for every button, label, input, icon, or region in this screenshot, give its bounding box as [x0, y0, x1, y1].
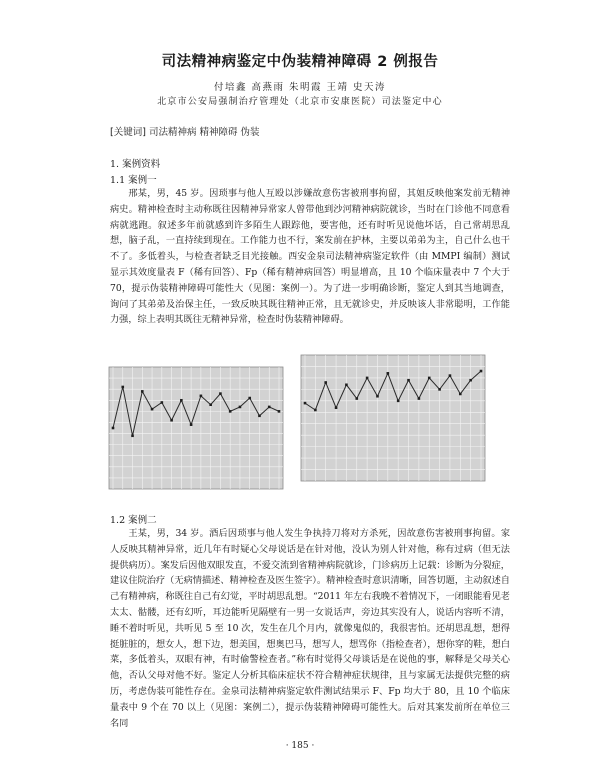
data-point-F	[314, 409, 317, 412]
data-point-A	[449, 374, 452, 377]
data-point-L	[112, 427, 115, 430]
case2-paragraph: 王某，男，34 岁。酒后因琐事与他人发生争执持刀将对方杀死，因故意伤害被刑事拘留。家人反映其精神异常，近几年有时疑心父母说话是在针对他，没认为别人针对他，称有过病（但无法提供病历）。案发后因他双眼发直，不爱交流到省精神病院就诊，门诊病历上记载：诊断为分裂症，建议住院治疗（无病情描述、精神检查及医生签字）。精神检查时意识清晰，回答切题，主动叙述自己有精神病，称既往自己有幻觉，平时胡思乱想。“2011 年左右我晚不着情况下，一闭眼能看见老太太、骷髅，还有幻听，耳边能听见隔壁有一男一女说话声，旁边其实没有人，说话内容听不清，睡不着时听见，共听见 5 至 10 次，发生在几个月内，就像鬼似的，我很害怕。还胡思乱想，想得挺脏脏的，想女人，想下边，想美国，想奥巴马，想写人，想骂你（指检查者），想你穿的鞋，想白菜，多低着头，双眼有神，有时偷警检查者。”称有时觉得父母谈话是在说他的事，解释是父母关心他，否认父母对他不好。鉴定人分析其临床症状不符合精神症状规律，且与家属无法提供完整的病历，考虑伪装可能性存在。金泉司法精神病鉴定软件测试结果示 F、Fp 均大于 80，且 10 个临床量表中 9 个在 70 以上（见图：案例二），提示伪装精神障碍可能性大。后对其案发前所在单位三名同	[110, 528, 510, 729]
keywords-text: 司法精神病 精神障碍 伪装	[148, 127, 260, 138]
data-point-Fp	[141, 390, 144, 393]
data-point-Es	[469, 379, 472, 382]
subsection-heading-case1: 1.1 案例一	[110, 175, 157, 186]
data-point-D	[355, 397, 358, 400]
data-point-Hs	[345, 383, 348, 386]
data-point-Hy	[366, 377, 369, 380]
data-point-Es	[268, 406, 271, 409]
data-point-Mac	[278, 410, 281, 413]
data-point-Hy	[170, 419, 173, 422]
data-point-Mf	[387, 372, 390, 375]
chart-case1	[106, 364, 286, 492]
data-point-Mf	[190, 423, 193, 426]
data-point-Ma	[428, 377, 431, 380]
data-point-Si	[438, 388, 441, 391]
data-point-F	[121, 386, 124, 389]
keywords-line	[110, 124, 260, 138]
data-point-Pd	[376, 395, 379, 398]
chart-case2	[298, 352, 488, 484]
paper-title: 司法精神病鉴定中伪装精神障碍 2 例报告	[161, 54, 439, 70]
data-point-D	[161, 401, 164, 404]
data-point-K	[131, 434, 134, 437]
data-point-Sc	[418, 397, 421, 400]
data-point-Ma	[229, 410, 232, 413]
data-point-R	[258, 415, 261, 418]
chart-case2-svg	[298, 352, 488, 484]
data-point-K	[324, 381, 327, 384]
case1-paragraph: 邢某，男，45 岁。因琐事与他人互殴以涉嫌故意伤害被刑事拘留，其姐反映他案发前无精神病史。精神检查时主动称既往因精神异常家人曾带他到沙河精神病院就诊，当时在门诊他不同意看病就逃跑。叙述多年前就感到许多陌生人跟踪他，要害他，还有时听见说他坏话，自己常胡思乱想，脑子乱，一直持续到现在。工作能力也不行，案发前在护林，主要以弟弟为主，自己什么也干不了。多低着头，与检查者缺乏目光接触。西安金泉司法精神病鉴定软件（由 MMPI 编制）测试显示其效度量表 F（稀有回答）、Fp（稀有精神病回答）明显增高，且 10 个临床量表中 7 个大于 70，提示伪装精神障碍可能性大（见图：案例一）。为了进一步明确诊断，鉴定人到其当地调查，询问了其弟弟及治保主任，一致反映其既往精神正常，且无就诊史，并反映该人非常聪明，工作能力强，综上表明其既往无精神异常，检查时伪装精神障碍。	[110, 188, 510, 326]
data-point-Hs	[151, 408, 154, 411]
page-number: · 185 ·	[285, 741, 315, 751]
plot-area	[109, 367, 283, 489]
author-list: 付培鑫 高燕雨 朱明霞 王靖 史天涛	[213, 82, 387, 93]
data-point-Mac	[480, 370, 483, 373]
section-heading-case-data: 1. 案例资料	[110, 159, 161, 170]
affiliation: 北京市公安局强制治疗管理处（北京市安康医院）司法鉴定中心	[157, 97, 443, 107]
data-point-Sc	[219, 392, 222, 395]
data-point-Pd	[180, 399, 183, 402]
data-point-Pt	[209, 403, 212, 406]
data-point-Pa	[397, 400, 400, 403]
data-point-Fp	[335, 406, 338, 409]
data-point-A	[248, 397, 251, 400]
data-point-Pa	[200, 395, 203, 398]
data-point-Si	[239, 406, 242, 409]
data-point-Pt	[407, 379, 410, 382]
data-point-R	[459, 393, 462, 396]
data-point-L	[304, 402, 307, 405]
plot-area	[301, 355, 485, 481]
chart-case1-svg	[106, 364, 286, 492]
subsection-heading-case2: 1.2 案例二	[110, 515, 157, 526]
keywords-label: [关键词]	[110, 127, 146, 138]
